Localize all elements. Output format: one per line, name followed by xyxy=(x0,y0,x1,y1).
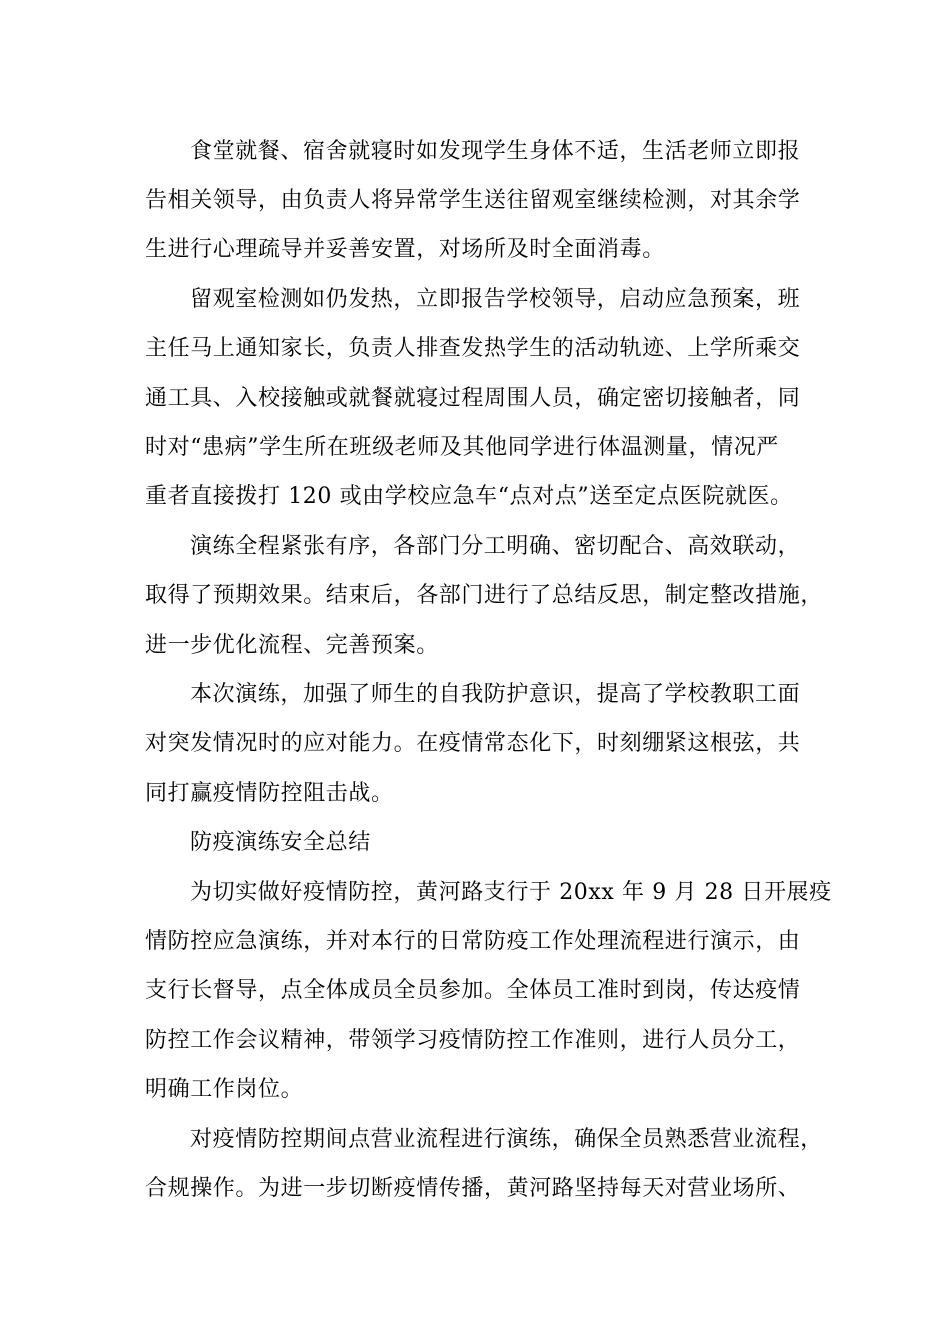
paragraph-4-line-1: 本次演练，加强了师生的自我防护意识，提高了学校教职工面 xyxy=(190,682,801,707)
paragraph-6-line-3: 支行长督导，点全体成员全员参加。全体员工准时到岗，传达疫情 xyxy=(145,978,801,1003)
paragraph-6-line-4: 防控工作会议精神，带领学习疫情防控工作准则，进行人员分工， xyxy=(145,1028,801,1053)
paragraph-7-line-1: 对疫情防控期间点营业流程进行演练，确保全员熟悉营业流程， xyxy=(190,1127,823,1152)
paragraph-4-line-2: 对突发情况时的应对能力。在疫情常态化下，时刻绷紧这根弦，共 xyxy=(145,731,801,756)
paragraph-4-line-3: 同打赢疫情防控阻击战。 xyxy=(145,781,394,806)
paragraph-2-line-5: 重者直接拨打 120 或由学校应急车“点对点”送至定点医院就医。 xyxy=(145,484,793,509)
paragraph-1-line-3: 生进行心理疏导并妥善安置，对场所及时全面消毒。 xyxy=(145,237,665,262)
paragraph-2-line-1: 留观室检测如仍发热，立即报告学校领导，启动应急预案，班 xyxy=(190,287,801,312)
paragraph-2-line-3: 通工具、入校接触或就餐就寝过程周围人员，确定密切接触者，同 xyxy=(145,386,801,411)
paragraph-7-line-2: 合规操作。为进一步切断疫情传播，黄河路坚持每天对营业场所、 xyxy=(145,1176,801,1201)
paragraph-3-line-3: 进一步优化流程、完善预案。 xyxy=(145,633,439,658)
paragraph-6-line-1: 为切实做好疫情防控，黄河路支行于 20xx 年 9 月 28 日开展疫 xyxy=(190,880,832,905)
paragraph-2-line-4: 时对“患病”学生所在班级老师及其他同学进行体温测量，情况严 xyxy=(145,435,779,460)
paragraph-6-line-5: 明确工作岗位。 xyxy=(145,1077,304,1102)
paragraph-1-line-1: 食堂就餐、宿舍就寝时如发现学生身体不适，生活老师立即报 xyxy=(190,139,801,164)
section-heading: 防疫演练安全总结 xyxy=(190,830,371,855)
paragraph-3-line-2: 取得了预期效果。结束后，各部门进行了总结反思，制定整改措施， xyxy=(145,583,824,608)
paragraph-3-line-1: 演练全程紧张有序，各部门分工明确、密切配合、高效联动， xyxy=(190,534,801,559)
paragraph-6-line-2: 情防控应急演练，并对本行的日常防疫工作处理流程进行演示，由 xyxy=(145,929,801,954)
paragraph-1-line-2: 告相关领导，由负责人将异常学生送往留观室继续检测，对其余学 xyxy=(145,188,801,213)
paragraph-2-line-2: 主任马上通知家长，负责人排查发热学生的活动轨迹、上学所乘交 xyxy=(145,336,801,361)
